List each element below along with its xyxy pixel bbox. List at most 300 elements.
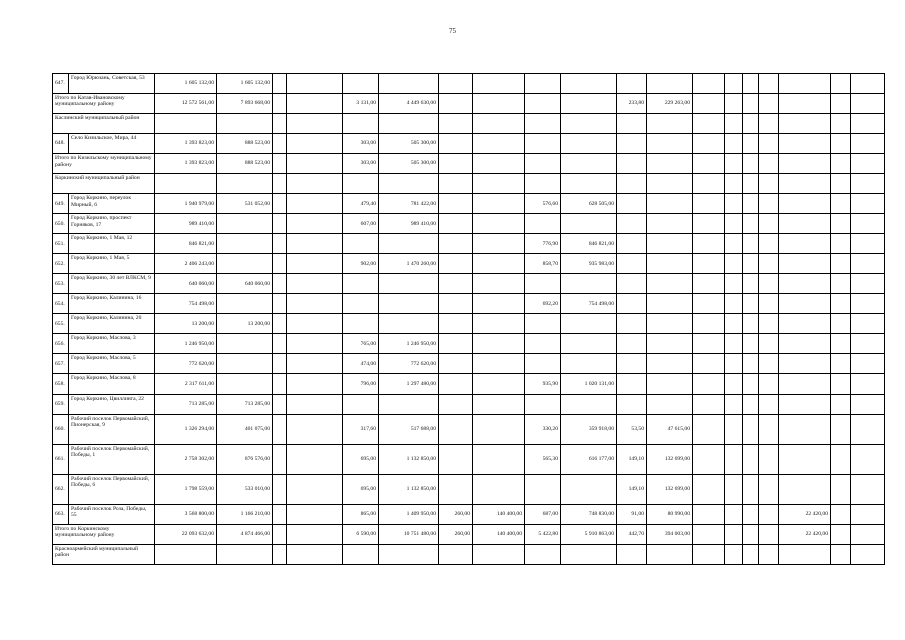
empty-cell [831,254,851,274]
empty-cell [831,544,851,564]
row-number: 648. [53,134,69,154]
value-cell: 888 523,00 [217,154,273,174]
empty-cell [851,214,885,234]
total-row [53,524,885,544]
empty-cell [525,174,561,194]
value-cell: 1 246 950,00 [155,334,217,354]
total-row [53,94,885,114]
empty-cell [155,174,217,194]
empty-cell [287,524,343,544]
empty-cell [647,74,693,94]
value-cell: 47 615,00 [647,414,693,444]
table-row [53,314,885,334]
register-table [52,73,885,565]
empty-cell [273,274,287,294]
empty-cell [851,114,885,134]
table-row [53,74,885,94]
empty-cell [617,274,647,294]
empty-cell [617,134,647,154]
empty-cell [725,374,743,394]
value-cell: 233,80 [617,94,647,114]
empty-cell [343,74,379,94]
empty-cell [831,504,851,524]
empty-cell [779,294,831,314]
value-cell: 935 983,00 [561,254,617,274]
value-cell: 132 699,00 [647,444,693,474]
table-row [53,194,885,214]
value-cell: 1 246 950,00 [379,334,439,354]
empty-cell [343,174,379,194]
value-cell: 935,90 [525,374,561,394]
empty-cell [725,134,743,154]
empty-cell [647,254,693,274]
empty-cell [287,114,343,134]
empty-cell [439,544,473,564]
value-cell: 140 400,00 [473,524,525,544]
empty-cell [525,214,561,234]
empty-cell [851,414,885,444]
address-cell: Рабочий поселок Первомайский, Пионерская, 9 [69,414,155,444]
table-row [53,414,885,444]
empty-cell [439,254,473,274]
empty-cell [759,374,779,394]
value-cell: 13 200,00 [155,314,217,334]
empty-cell [743,154,759,174]
value-cell: 303,00 [343,154,379,174]
empty-cell [439,174,473,194]
empty-cell [759,394,779,414]
empty-cell [439,474,473,504]
empty-cell [647,234,693,254]
value-cell: 260,00 [439,504,473,524]
row-number: 659. [53,394,69,414]
row-number: 662. [53,474,69,504]
empty-cell [647,354,693,374]
value-cell: 695,00 [343,474,379,504]
empty-cell [647,114,693,134]
empty-cell [287,234,343,254]
empty-cell [851,374,885,394]
empty-cell [851,294,885,314]
empty-cell [851,194,885,214]
empty-cell [725,294,743,314]
empty-cell [525,94,561,114]
empty-cell [217,544,273,564]
empty-cell [759,274,779,294]
empty-cell [273,254,287,274]
value-cell: 442,70 [617,524,647,544]
empty-cell [759,444,779,474]
empty-cell [525,274,561,294]
empty-cell [287,74,343,94]
empty-cell [617,254,647,274]
empty-cell [779,444,831,474]
value-cell: 4 874 466,00 [217,524,273,544]
empty-cell [779,74,831,94]
value-cell: 303,00 [343,134,379,154]
value-cell: 796,00 [343,374,379,394]
empty-cell [759,174,779,194]
empty-cell [217,294,273,314]
empty-cell [851,234,885,254]
empty-cell [779,474,831,504]
empty-cell [693,174,725,194]
empty-cell [273,524,287,544]
address-cell: Село Кизильское, Мира, 44 [69,134,155,154]
address-cell: Город Коркино, 1 Мая, 5 [69,254,155,274]
empty-cell [725,504,743,524]
empty-cell [287,444,343,474]
empty-cell [473,234,525,254]
value-cell: 474,00 [343,354,379,374]
empty-cell [647,154,693,174]
empty-cell [831,94,851,114]
empty-cell [217,354,273,374]
empty-cell [439,394,473,414]
value-cell: 531 052,00 [217,194,273,214]
empty-cell [439,414,473,444]
empty-cell [693,94,725,114]
empty-cell [693,504,725,524]
value-cell: 846 821,00 [561,234,617,254]
row-number: 650. [53,214,69,234]
empty-cell [743,314,759,334]
empty-cell [273,194,287,214]
empty-cell [473,214,525,234]
value-cell: 2 406 243,00 [155,254,217,274]
empty-cell [525,544,561,564]
empty-cell [851,504,885,524]
empty-cell [287,474,343,504]
empty-cell [273,74,287,94]
empty-cell [759,294,779,314]
empty-cell [273,134,287,154]
empty-cell [217,334,273,354]
empty-cell [273,474,287,504]
value-cell: 317,60 [343,414,379,444]
empty-cell [217,174,273,194]
value-cell: 505 300,00 [379,134,439,154]
empty-cell [439,444,473,474]
row-number: 651. [53,234,69,254]
empty-cell [831,154,851,174]
value-cell: 1 409 950,00 [379,504,439,524]
empty-cell [473,254,525,274]
value-cell: 692,20 [525,294,561,314]
empty-cell [831,294,851,314]
address-cell: Город Коркино, проспект Горняков, 17 [69,214,155,234]
empty-cell [743,414,759,444]
empty-cell [473,544,525,564]
value-cell: 149,10 [617,474,647,504]
empty-cell [851,174,885,194]
empty-cell [831,134,851,154]
empty-cell [831,444,851,474]
empty-cell [379,234,439,254]
empty-cell [379,544,439,564]
table-row [53,234,885,254]
empty-cell [561,174,617,194]
value-cell: 1 020 131,00 [561,374,617,394]
empty-cell [561,474,617,504]
empty-cell [287,394,343,414]
empty-cell [379,274,439,294]
section-row [53,174,885,194]
value-cell: 607,00 [343,214,379,234]
empty-cell [525,314,561,334]
empty-cell [379,294,439,314]
row-number: 652. [53,254,69,274]
empty-cell [343,274,379,294]
address-cell: Город Коркино, Маслова, 8 [69,374,155,394]
row-number: 660. [53,414,69,444]
address-cell: Рабочий поселок Первомайский, Победы, 6 [69,474,155,504]
empty-cell [759,504,779,524]
empty-cell [743,194,759,214]
empty-cell [439,134,473,154]
empty-cell [379,394,439,414]
empty-cell [851,134,885,154]
empty-cell [725,274,743,294]
empty-cell [473,294,525,314]
value-cell: 22 420,00 [779,524,831,544]
empty-cell [439,154,473,174]
value-cell: 394 003,00 [647,524,693,544]
empty-cell [617,544,647,564]
empty-cell [743,544,759,564]
empty-cell [831,394,851,414]
empty-cell [473,94,525,114]
empty-cell [759,214,779,234]
empty-cell [851,474,885,504]
address-cell: Город Коркино, переулок Мирный, 6 [69,194,155,214]
empty-cell [473,134,525,154]
section-row [53,544,885,564]
address-cell: Город Коркино, Калинина, 16 [69,294,155,314]
value-cell: 149,10 [617,444,647,474]
empty-cell [743,504,759,524]
empty-cell [617,234,647,254]
value-cell: 846 821,00 [155,234,217,254]
value-cell: 1 297 480,00 [379,374,439,394]
empty-cell [779,214,831,234]
value-cell: 1 166 210,00 [217,504,273,524]
value-cell: 765,00 [343,334,379,354]
value-cell: 640 060,00 [217,274,273,294]
empty-cell [725,154,743,174]
empty-cell [725,414,743,444]
empty-cell [617,394,647,414]
value-cell: 781 422,00 [379,194,439,214]
table-row [53,214,885,234]
value-cell: 865,00 [343,504,379,524]
value-cell: 687,00 [525,504,561,524]
empty-cell [273,504,287,524]
empty-cell [831,194,851,214]
empty-cell [693,74,725,94]
empty-cell [473,334,525,354]
empty-cell [273,444,287,474]
empty-cell [343,394,379,414]
empty-cell [343,114,379,134]
empty-cell [759,414,779,444]
value-cell: 22 420,00 [779,504,831,524]
total-label: Итого по Катав-Ивановскому муниципальному району [53,94,155,114]
empty-cell [561,114,617,134]
empty-cell [561,334,617,354]
empty-cell [273,414,287,444]
empty-cell [273,174,287,194]
empty-cell [779,134,831,154]
value-cell: 876 576,00 [217,444,273,474]
section-title: Коркинский муниципальный район [53,174,155,194]
empty-cell [725,234,743,254]
empty-cell [693,354,725,374]
empty-cell [647,544,693,564]
value-cell: 229 263,00 [647,94,693,114]
empty-cell [693,544,725,564]
empty-cell [743,474,759,504]
empty-cell [439,114,473,134]
empty-cell [561,134,617,154]
empty-cell [743,334,759,354]
empty-cell [217,254,273,274]
empty-cell [439,354,473,374]
empty-cell [273,354,287,374]
empty-cell [647,214,693,234]
empty-cell [473,414,525,444]
empty-cell [439,234,473,254]
empty-cell [343,544,379,564]
empty-cell [273,294,287,314]
empty-cell [693,154,725,174]
empty-cell [647,374,693,394]
empty-cell [287,274,343,294]
empty-cell [525,354,561,374]
empty-cell [779,174,831,194]
value-cell: 754 498,00 [561,294,617,314]
empty-cell [779,234,831,254]
value-cell: 5 422,80 [525,524,561,544]
empty-cell [725,74,743,94]
empty-cell [831,174,851,194]
empty-cell [851,154,885,174]
empty-cell [473,354,525,374]
empty-cell [273,114,287,134]
empty-cell [779,544,831,564]
empty-cell [617,354,647,374]
empty-cell [561,274,617,294]
value-cell: 989 410,00 [379,214,439,234]
empty-cell [217,214,273,234]
empty-cell [273,544,287,564]
empty-cell [851,524,885,544]
empty-cell [743,214,759,234]
empty-cell [561,214,617,234]
empty-cell [273,374,287,394]
row-number: 656. [53,334,69,354]
empty-cell [439,374,473,394]
table-row [53,504,885,524]
empty-cell [287,544,343,564]
empty-cell [743,294,759,314]
empty-cell [831,524,851,544]
empty-cell [439,274,473,294]
total-label: Итого по Кизильскому муниципальному району [53,154,155,174]
empty-cell [379,114,439,134]
empty-cell [743,374,759,394]
empty-cell [779,114,831,134]
empty-cell [743,174,759,194]
empty-cell [155,544,217,564]
empty-cell [561,154,617,174]
empty-cell [693,294,725,314]
row-number: 655. [53,314,69,334]
empty-cell [693,134,725,154]
empty-cell [525,154,561,174]
empty-cell [617,374,647,394]
empty-cell [743,394,759,414]
empty-cell [725,174,743,194]
empty-cell [759,154,779,174]
empty-cell [287,414,343,444]
row-number: 663. [53,504,69,524]
empty-cell [287,174,343,194]
value-cell: 4 449 630,00 [379,94,439,114]
table-row [53,444,885,474]
address-cell: Город Коркино, Маслова, 5 [69,354,155,374]
empty-cell [693,524,725,544]
row-number: 661. [53,444,69,474]
empty-cell [725,524,743,544]
empty-cell [273,154,287,174]
value-cell: 140 400,00 [473,504,525,524]
table-row [53,134,885,154]
empty-cell [831,114,851,134]
empty-cell [759,354,779,374]
empty-cell [473,154,525,174]
value-cell: 576,60 [525,194,561,214]
empty-cell [759,234,779,254]
empty-cell [561,314,617,334]
empty-cell [831,474,851,504]
empty-cell [851,394,885,414]
value-cell: 640 060,00 [155,274,217,294]
empty-cell [473,174,525,194]
empty-cell [693,114,725,134]
empty-cell [743,234,759,254]
empty-cell [473,194,525,214]
empty-cell [831,334,851,354]
empty-cell [779,154,831,174]
value-cell: 3 131,00 [343,94,379,114]
empty-cell [287,214,343,234]
section-title: Каслинский муниципальный район [53,114,155,134]
empty-cell [647,194,693,214]
empty-cell [273,234,287,254]
empty-cell [379,314,439,334]
empty-cell [693,474,725,504]
empty-cell [759,94,779,114]
empty-cell [561,394,617,414]
table-row [53,474,885,504]
value-cell: 748 830,00 [561,504,617,524]
empty-cell [525,114,561,134]
empty-cell [287,194,343,214]
empty-cell [647,294,693,314]
value-cell: 3 568 800,00 [155,504,217,524]
value-cell: 772 620,00 [155,354,217,374]
